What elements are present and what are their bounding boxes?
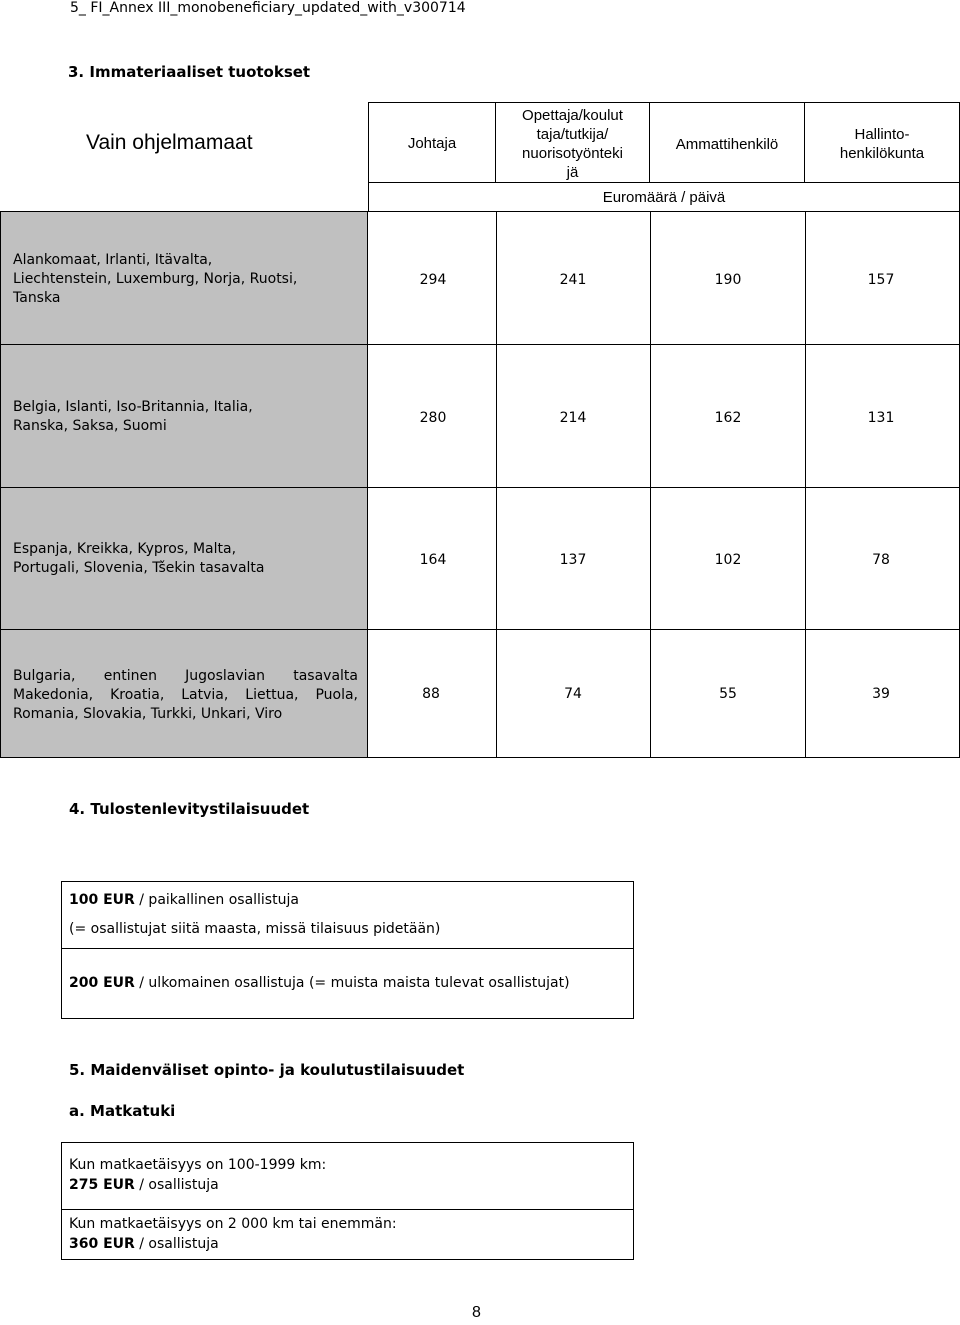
col-header-professional bbox=[650, 102, 805, 183]
travel-amount-1: 275 EUR bbox=[69, 1177, 135, 1193]
travel-distance-1: Kun matkaetäisyys on 100-1999 km: bbox=[69, 1157, 327, 1173]
row-4-label-line-2: Makedonia, Kroatia, Latvia, Liettua, Puola, bbox=[13, 687, 358, 703]
corner-label: Vain ohjelmamaat bbox=[86, 131, 253, 154]
row-4-value-admin: 39 bbox=[872, 686, 890, 702]
row-1-value-director: 294 bbox=[419, 272, 447, 288]
row-2-value-admin: 131 bbox=[867, 410, 895, 426]
row-1-label-line-2: Liechtenstein, Luxemburg, Norja, Ruotsi, bbox=[13, 271, 298, 287]
page-number: 8 bbox=[472, 1304, 481, 1321]
col-header-admin bbox=[805, 102, 960, 183]
row-2-value-director: 280 bbox=[419, 410, 447, 426]
unit-label: Euromäärä / päivä bbox=[602, 189, 726, 206]
col-header-teacher-line-1: Opettaja/koulut bbox=[522, 107, 623, 124]
col-header-director-label: Johtaja bbox=[407, 135, 457, 152]
col-header-teacher-line-4: jä bbox=[566, 164, 579, 181]
col-header-teacher-line-3: nuorisotyönteki bbox=[522, 145, 623, 162]
travel-amount-2: 360 EUR bbox=[69, 1236, 135, 1252]
row-1-label-line-3: Tanska bbox=[13, 290, 61, 306]
travel-rate-1 bbox=[69, 1177, 219, 1193]
col-header-admin-line-2: henkilökunta bbox=[839, 145, 925, 162]
row-1-label-cell bbox=[0, 212, 368, 345]
row-1-label-line-1: Alankomaat, Irlanti, Itävalta, bbox=[13, 252, 213, 268]
row-3-value-professional: 102 bbox=[714, 552, 742, 568]
row-4-label-line-1: Bulgaria, entinen Jugoslavian tasavalta bbox=[13, 668, 358, 684]
row-3-label-line-1: Espanja, Kreikka, Kypros, Malta, bbox=[13, 541, 237, 557]
foreign-amount: 200 EUR bbox=[69, 975, 135, 991]
section-4-title: 4. Tulostenlevitystilaisuudet bbox=[69, 800, 310, 818]
foreign-rate-text: / ulkomainen osallistuja (= muista maista tulevat osallistujat) bbox=[134, 975, 570, 991]
local-rate-text: / paikallinen osallistuja bbox=[134, 892, 299, 908]
local-amount: 100 EUR bbox=[69, 892, 135, 908]
travel-rate-1-text: / osallistuja bbox=[134, 1177, 219, 1193]
section-5-title: 5. Maidenväliset opinto- ja koulutustilaisuudet bbox=[69, 1061, 465, 1079]
row-2-value-teacher: 214 bbox=[559, 410, 587, 426]
row-2-label-cell bbox=[0, 345, 368, 488]
row-3-value-admin: 78 bbox=[872, 552, 890, 568]
row-4-value-director: 88 bbox=[422, 686, 440, 702]
foreign-participant-rate bbox=[69, 975, 570, 991]
travel-rate-2-text: / osallistuja bbox=[134, 1236, 219, 1252]
col-header-director bbox=[368, 102, 496, 183]
section-5a-subtitle: a. Matkatuki bbox=[69, 1102, 176, 1120]
col-header-professional-label: Ammattihenkilö bbox=[675, 136, 779, 153]
row-3-value-director: 164 bbox=[419, 552, 447, 568]
document-header: 5_ FI_Annex III_monobeneficiary_updated_with_v300714 bbox=[70, 0, 466, 16]
row-2-label-line-1: Belgia, Islanti, Iso-Britannia, Italia, bbox=[13, 399, 253, 415]
row-1-value-teacher: 241 bbox=[559, 272, 587, 288]
col-header-teacher-line-2: taja/tutkija/ bbox=[536, 126, 609, 143]
row-3-label-cell bbox=[0, 488, 368, 630]
local-participant-note: (= osallistujat siitä maasta, missä tilaisuus pidetään) bbox=[69, 921, 441, 937]
row-3-label-line-2: Portugali, Slovenia, Tšekin tasavalta bbox=[13, 560, 265, 576]
row-4-label-cell bbox=[0, 630, 368, 758]
row-2-label-line-2: Ranska, Saksa, Suomi bbox=[13, 418, 167, 434]
travel-rate-2 bbox=[69, 1236, 219, 1252]
row-1-value-admin: 157 bbox=[867, 272, 895, 288]
row-4-value-professional: 55 bbox=[719, 686, 737, 702]
row-3-value-teacher: 137 bbox=[559, 552, 587, 568]
row-4-value-teacher: 74 bbox=[564, 686, 582, 702]
row-4-label-line-3: Romania, Slovakia, Turkki, Unkari, Viro bbox=[13, 706, 283, 722]
row-1-value-professional: 190 bbox=[714, 272, 742, 288]
row-2-value-professional: 162 bbox=[714, 410, 742, 426]
local-participant-rate bbox=[69, 892, 299, 908]
col-header-teacher bbox=[496, 102, 650, 183]
col-header-admin-line-1: Hallinto- bbox=[854, 126, 910, 143]
travel-distance-2: Kun matkaetäisyys on 2 000 km tai enemmän: bbox=[69, 1216, 397, 1232]
section-3-title: 3. Immateriaaliset tuotokset bbox=[68, 63, 311, 81]
